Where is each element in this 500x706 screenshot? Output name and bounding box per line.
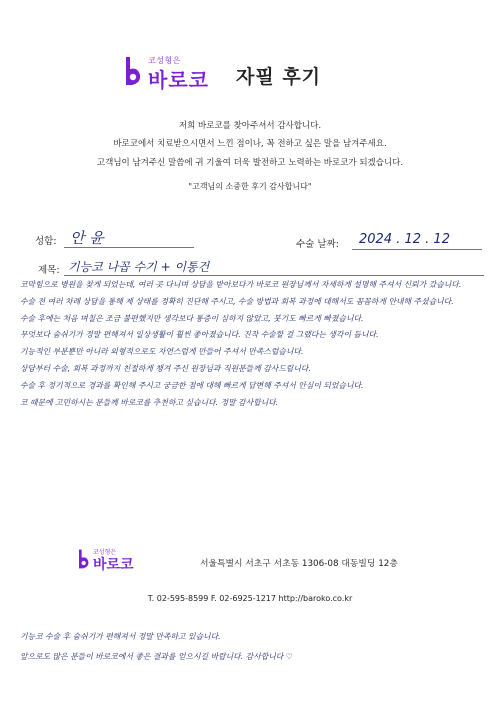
review-line: 무엇보다 숨쉬기가 정말 편해져서 일상생활이 훨씬 좋아졌습니다. 진작 수술할 걸 그랬다는 생각이 듭니다.	[20, 330, 379, 340]
review-line: 수술 전 여러 차례 상담을 통해 제 상태를 정확히 진단해 주시고, 수술 방법과 회복 과정에 대해서도 꼼꼼하게 안내해 주셨습니다.	[20, 296, 454, 306]
review-line: 기능적인 부분뿐만 아니라 외형적으로도 자연스럽게 만들어 주셔서 만족스럽습니다.	[20, 347, 304, 357]
name-value: 안 윤	[70, 229, 104, 247]
intro-line-3: 고객님이 남겨주신 말씀에 귀 기울여 더욱 발전하고 노력하는 바로코가 되겠습니다.	[96, 158, 404, 168]
brand-logo	[120, 55, 230, 92]
review-line: 코막힘으로 병원을 찾게 되었는데, 여러 곳 다니며 상담을 받아보다가 바로코 원장님께서 자세하게 설명해 주셔서 신뢰가 갔습니다.	[20, 280, 462, 289]
name-label: 성함:	[35, 236, 57, 247]
review-line: 수술 후에는 처음 며칠은 조금 불편했지만 생각보다 통증이 심하지 않았고, 붓기도 빠르게 빠졌습니다.	[20, 313, 364, 323]
date-underline	[352, 249, 482, 250]
intro-thanks: "고객님의 소중한 후기 감사합니다"	[188, 182, 312, 191]
review-body	[20, 278, 484, 412]
nose-logo-icon	[75, 548, 91, 570]
subject-underline	[64, 275, 484, 276]
subject-value: 기능코 나꼽 수기 + 이통건	[68, 260, 210, 274]
review-line: 기능코 수술 후 숨쉬기가 편해져서 정말 만족하고 있습니다.	[20, 632, 221, 641]
form-title: 자필 후기	[236, 66, 322, 88]
clinic-address: 서울특별시 서초구 서초동 1306-08 대동빌딩 12층	[200, 559, 398, 569]
review-closing	[20, 627, 484, 667]
nose-logo-icon	[120, 55, 144, 87]
clinic-contact: T. 02-595-8599 F. 02-6925-1217 http://baroko.co.kr	[147, 594, 353, 603]
footer-tagline: 코성형은	[93, 549, 117, 556]
brand-name: 바로코	[148, 68, 209, 92]
date-value: 2024 . 12 . 12	[359, 232, 450, 247]
intro-line-2: 바로코에서 치료받으시면서 느낀 점이나, 꼭 전하고 싶은 말을 남겨주세요.	[113, 139, 387, 149]
review-line: 상담부터 수술, 회복 과정까지 친절하게 챙겨 주신 원장님과 직원분들께 감사드립니다.	[20, 363, 311, 373]
date-label: 수술 날짜:	[296, 239, 339, 250]
review-line: 앞으로도 많은 분들이 바로코에서 좋은 결과를 얻으시길 바랍니다. 감사합니다 ♡	[20, 652, 293, 661]
intro-line-1: 저희 바로코를 찾아주셔서 감사합니다.	[178, 121, 322, 131]
footer-logo	[75, 548, 165, 572]
name-underline	[64, 247, 194, 248]
review-line: 코 때문에 고민하시는 분들께 바로코를 추천하고 싶습니다. 정말 감사합니다.	[20, 397, 279, 407]
review-line: 수술 후 정기적으로 경과를 확인해 주시고 궁금한 점에 대해 빠르게 답변해 주셔서 안심이 되었습니다.	[20, 380, 364, 390]
brand-tagline: 코성형은	[148, 56, 181, 65]
footer-brand: 바로코	[93, 557, 134, 573]
subject-label: 제목:	[38, 265, 60, 276]
